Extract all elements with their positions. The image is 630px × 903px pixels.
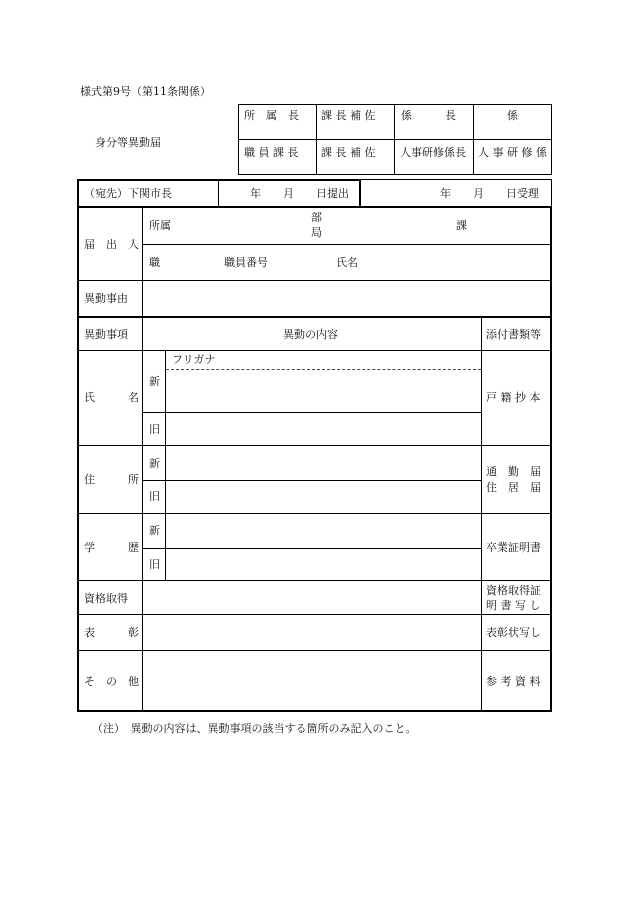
name-old-label: 旧 (149, 423, 160, 436)
attach-reference: 参 考 資 料 (486, 675, 541, 688)
footnote: （注） 異動の内容は、異動事項の該当する箇所のみ記入のこと。 (92, 722, 417, 735)
approval-label-kacho-hosa: 課 長 補 佐 (321, 109, 376, 122)
name-label: 氏名 (336, 256, 358, 269)
ka-label: 課 (456, 219, 467, 232)
approval-label-shozokucho: 所 属 長 (244, 109, 299, 122)
attach-award: 表彰状写し (486, 626, 541, 639)
received-date: 年 月 日受理 (440, 187, 539, 200)
row-label-qualification: 資格取得 (84, 592, 128, 605)
address-new-label: 新 (149, 457, 160, 470)
furigana-dashed-line (166, 369, 481, 370)
edu-new-label: 新 (149, 524, 160, 537)
address-row-bottom (78, 513, 551, 514)
item-col-divider (142, 317, 143, 711)
approval-label-kakaricho: 係 長 (401, 109, 456, 122)
attach-qual-1: 資格取得証 (486, 584, 541, 597)
approval-label-jinji-kakari: 人 事 研 修 係 (478, 146, 547, 159)
attach-tsukin: 通 勤 届 (486, 465, 541, 478)
table-header-divider (78, 350, 551, 351)
attach-graduation: 卒業証明書 (486, 541, 541, 554)
form-title: 身分等異動届 (95, 136, 161, 149)
col-header-content: 異動の内容 (283, 328, 338, 341)
row-label-award: 表 彰 (84, 626, 139, 639)
applicant-label: 届 出 人 (84, 238, 139, 251)
attach-koseki: 戸 籍 抄 本 (486, 391, 541, 404)
affiliation-label: 所属 (149, 219, 171, 232)
row-label-address: 住 所 (84, 473, 139, 486)
row-label-education: 学 歴 (84, 541, 139, 554)
approval-label-shokuin-kacho: 職 員 課 長 (244, 146, 299, 159)
kyoku-label: 局 (311, 226, 322, 239)
form-number: 様式第9号（第11条関係） (80, 85, 211, 98)
approval-col-line (394, 104, 395, 175)
name-new-label: 新 (149, 375, 160, 388)
approval-label-jinji-kakaricho: 人事研修係長 (400, 146, 466, 159)
reason-label: 異動事由 (84, 292, 128, 305)
position-label: 職 (149, 256, 160, 269)
bu-label: 部 (311, 211, 322, 224)
approval-col-line (473, 104, 474, 175)
address-old-label: 旧 (149, 490, 160, 503)
award-row-bottom (78, 650, 551, 651)
address-new-old-divider (142, 480, 481, 481)
submitted-date: 年 月 日提出 (250, 187, 349, 200)
employee-number-label: 職員番号 (224, 256, 268, 269)
attach-jukyo: 住 居 届 (486, 481, 541, 494)
qual-row-bottom (78, 614, 551, 615)
approval-label-kakari: 係 (507, 109, 518, 122)
applicant-label-divider (142, 207, 143, 317)
edu-row-bottom (78, 580, 551, 581)
recipient-label: （宛先）下関市長 (84, 187, 172, 200)
applicant-row-divider (142, 244, 551, 245)
submission-divider (218, 179, 219, 208)
approval-label-kacho-hosa-2: 課 長 補 佐 (321, 146, 376, 159)
edu-new-old-divider (142, 548, 481, 549)
row-label-other: そ の 他 (84, 675, 139, 688)
edu-old-label: 旧 (149, 558, 160, 571)
reason-divider (78, 280, 551, 281)
col-header-item: 異動事項 (84, 328, 128, 341)
approval-col-line (316, 104, 317, 175)
furigana-label: フリガナ (172, 353, 216, 366)
row-label-name: 氏 名 (84, 391, 139, 404)
attach-col-divider (481, 317, 482, 711)
name-row-bottom (78, 445, 551, 446)
approval-divider (238, 139, 552, 140)
col-header-attach: 添付書類等 (486, 328, 541, 341)
new-old-col-divider (165, 350, 166, 580)
name-new-old-divider (142, 412, 481, 413)
attach-qual-2: 明 書 写 し (486, 599, 541, 612)
